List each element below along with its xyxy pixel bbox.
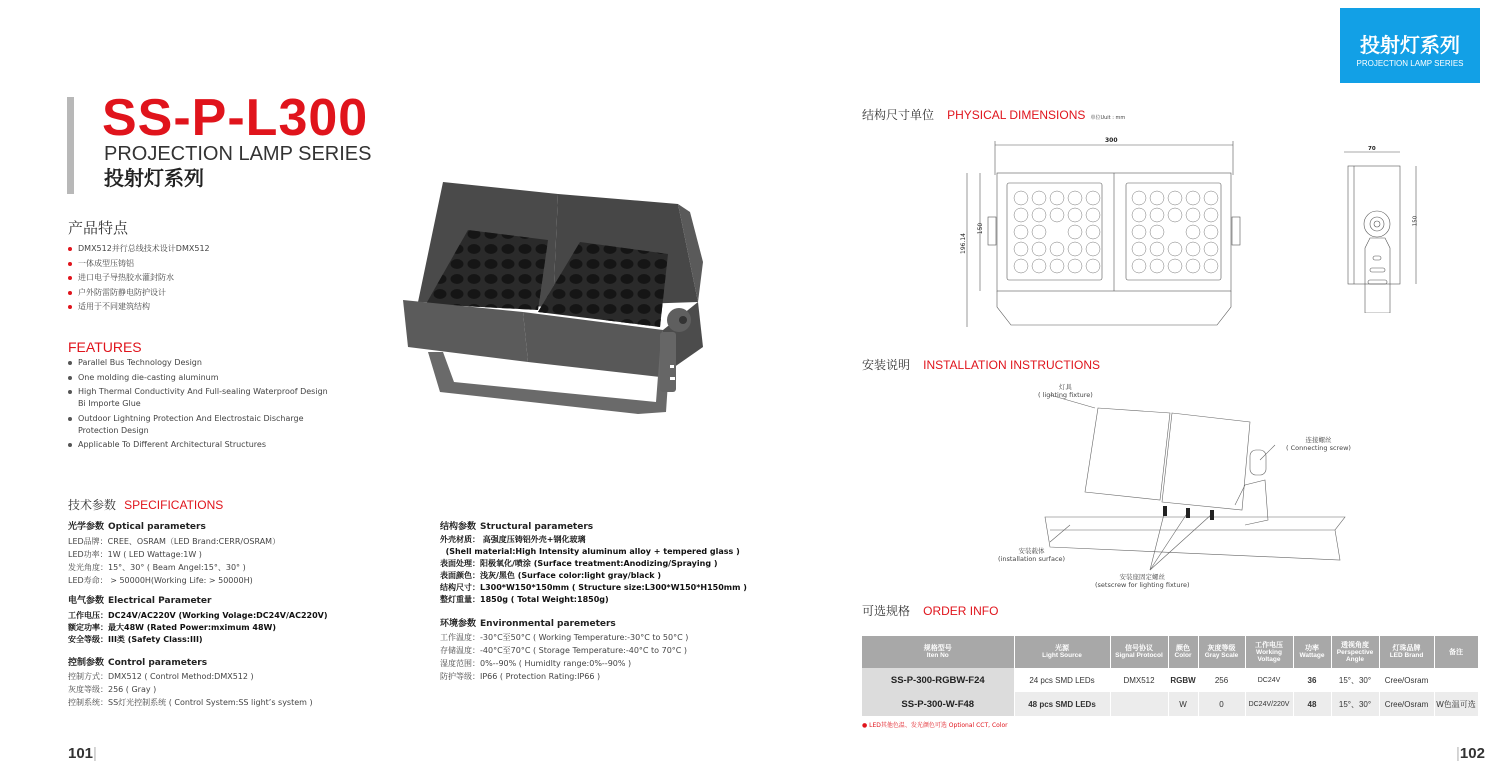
environmental-params: 环境参数 Environmental paremeters 工作温度：-30°C至50°C ( Working Temperature:-30°C to 50°C ) 存储温度：-40°C至70°C ( Storage Temperature:-40°C to 70°C ) 湿度范围：0%--90% ( Humidlty range:0%--90% ) 防护等级：IP66 ( Protection Rating:IP66 ) xyxy=(440,619,689,681)
list-item: DMX512并行总线技术设计DMX512 xyxy=(68,242,210,257)
bullet-icon xyxy=(68,247,72,251)
col-working-voltage: 工作电压 Working Voltage xyxy=(1245,636,1293,668)
bullet-icon xyxy=(68,262,72,266)
page-number-right: |102 xyxy=(1456,745,1485,762)
bullet-icon xyxy=(68,376,72,380)
table-row: SS-P-300-RGBW-F24 24 pcs SMD LEDs DMX512 RGBW 256 DC24V 36 15°、30° Cree/Osram xyxy=(862,668,1478,692)
control-params: 控制参数 Control parameters 控制方式：DMX512 ( Control Method:DMX512 ) 灰度等级：256 ( Gray ) 控制系统：SS灯光控制系统 ( Control System:SS light’s system ) xyxy=(68,658,313,707)
order-table xyxy=(862,636,1479,716)
col-perspective-angle: 透视角度 Perspective Angle xyxy=(1331,636,1379,668)
front-dimension-drawing xyxy=(955,135,1250,335)
side-dimension-drawing xyxy=(1340,148,1425,313)
series-subtitle-cn: 投射灯系列 xyxy=(104,166,204,190)
bullet-icon xyxy=(68,417,72,421)
bullet-icon xyxy=(68,276,72,280)
total-height-dimension-label: 196.14 xyxy=(960,233,967,254)
list-item: Outdoor Lightning Protection And Electrostaic Discharge Protection Design xyxy=(68,413,328,437)
list-item: 进口电子导热胶水灌封防水 xyxy=(68,271,210,286)
fixture-label: 灯具 ( lighting fixture) xyxy=(1038,383,1093,399)
series-tag-cn: 投射灯系列 xyxy=(1360,33,1460,57)
installation-heading: 安装说明 INSTALLATION INSTRUCTIONS xyxy=(862,358,1101,372)
col-remarks: 备注 xyxy=(1434,636,1478,668)
height-dimension-label: 150 xyxy=(977,222,985,235)
col-wattage: 功率 Wattage xyxy=(1293,636,1331,668)
col-color: 颜色 Color xyxy=(1168,636,1198,668)
list-item: One molding die-casting aluminum xyxy=(68,372,328,384)
series-subtitle-en: PROJECTION LAMP SERIES xyxy=(104,143,372,165)
features-en-heading: FEATURES xyxy=(68,339,142,355)
col-signal-protocol: 信号协议 Signal Protocol xyxy=(1110,636,1168,668)
installation-surface-label: 安装载体 (installation surface) xyxy=(998,547,1066,563)
bullet-icon xyxy=(68,361,72,365)
electrical-params: 电气参数 Electrical Parameter 工作电压：DC24V/AC220V (Working Volage:DC24V/AC220V) 额定功率：最大48W (Rated Power:mximum 48W) 安全等级：III类 (Safety Class:III) xyxy=(68,596,328,644)
dimensions-heading: 结构尺寸单位 PHYSICAL DIMENSIONS 单位Uuit : mm xyxy=(862,108,1126,122)
series-tag-en: PROJECTION LAMP SERIES xyxy=(1356,59,1464,68)
table-header-row xyxy=(862,636,1478,668)
features-cn-list xyxy=(68,242,210,315)
features-en-section xyxy=(68,339,328,454)
optical-params: 光学参数 Optical parameters LED品牌：CREE、OSRAM（LED Brand:CERR/OSRAM） LED功率：1W ( LED Wattage:1W ) 发光角度：15°、30° ( Beam Angel:15°、30° ) LED寿命： > 50000H(Working Life: > 50000H) xyxy=(68,522,281,585)
side-width-label: 70 xyxy=(1368,146,1376,152)
product-title: SS-P-L300 xyxy=(102,89,369,147)
bullet-icon xyxy=(68,305,72,309)
list-item: 适用于不同建筑结构 xyxy=(68,300,210,315)
product-photo xyxy=(398,182,718,422)
bullet-icon xyxy=(68,390,72,394)
order-heading: 可选规格 ORDER INFO xyxy=(862,604,999,618)
installation-diagram xyxy=(990,380,1350,595)
order-note: ● LED其他色温、发光颜色可选 Optional CCT, Color xyxy=(862,722,1008,729)
col-gray-scale: 灰度等级 Gray Scale xyxy=(1198,636,1245,668)
features-cn-section xyxy=(68,217,210,315)
specs-heading: 技术参数 SPECIFICATIONS xyxy=(68,498,224,512)
bullet-icon xyxy=(68,443,72,447)
table-row: SS-P-300-W-F48 48 pcs SMD LEDs W 0 DC24V/220V 48 15°、30° Cree/Osram W色温可选 xyxy=(862,692,1478,716)
col-led-brand: 灯珠品牌 LED Brand xyxy=(1379,636,1434,668)
col-item-no: 规格型号 Iten No xyxy=(862,636,1014,668)
width-dimension-label: 300 xyxy=(1105,137,1118,144)
bullet-icon xyxy=(68,291,72,295)
page-number-left: 101| xyxy=(68,745,97,762)
list-item: 一体成型压铸铝 xyxy=(68,257,210,272)
list-item: Applicable To Different Architectural Structures xyxy=(68,439,328,451)
list-item: Parallel Bus Technology Design xyxy=(68,357,328,369)
side-height-label: 150 xyxy=(1412,215,1419,227)
features-cn-heading: 产品特点 xyxy=(68,219,129,237)
connecting-screw-label: 连接螺丝 ( Connecting screw) xyxy=(1286,436,1351,452)
structural-params: 结构参数 Structural parameters 外壳材质： 高强度压铸铝外壳+钢化玻璃 (Shell material:High Intensity aluminum alloy + tempered glass ) 表面处理：阳极氧化/喷涂 (Surface treatment:Anodizing/Spraying ) 表面颜色：浅灰/黑色 (Surface color:light gray/black ) 结构尺寸：L300*W150*150mm ( Structure size:L300*W150*H150mm ) 整灯重量：1850g ( Total Weight:1850g) xyxy=(440,522,747,604)
setscrew-label: 安装座固定螺丝 (setscrew for lighting fixture) xyxy=(1095,573,1190,589)
list-item: High Thermal Conductivity And Full-sealing Waterproof Design Bi Importe Glue xyxy=(68,386,328,410)
features-en-list xyxy=(68,357,328,451)
list-item: 户外防雷防静电防护设计 xyxy=(68,286,210,301)
series-tag xyxy=(1340,8,1480,83)
col-light-source: 光源 Light Source xyxy=(1014,636,1110,668)
title-accent-bar xyxy=(67,97,74,194)
